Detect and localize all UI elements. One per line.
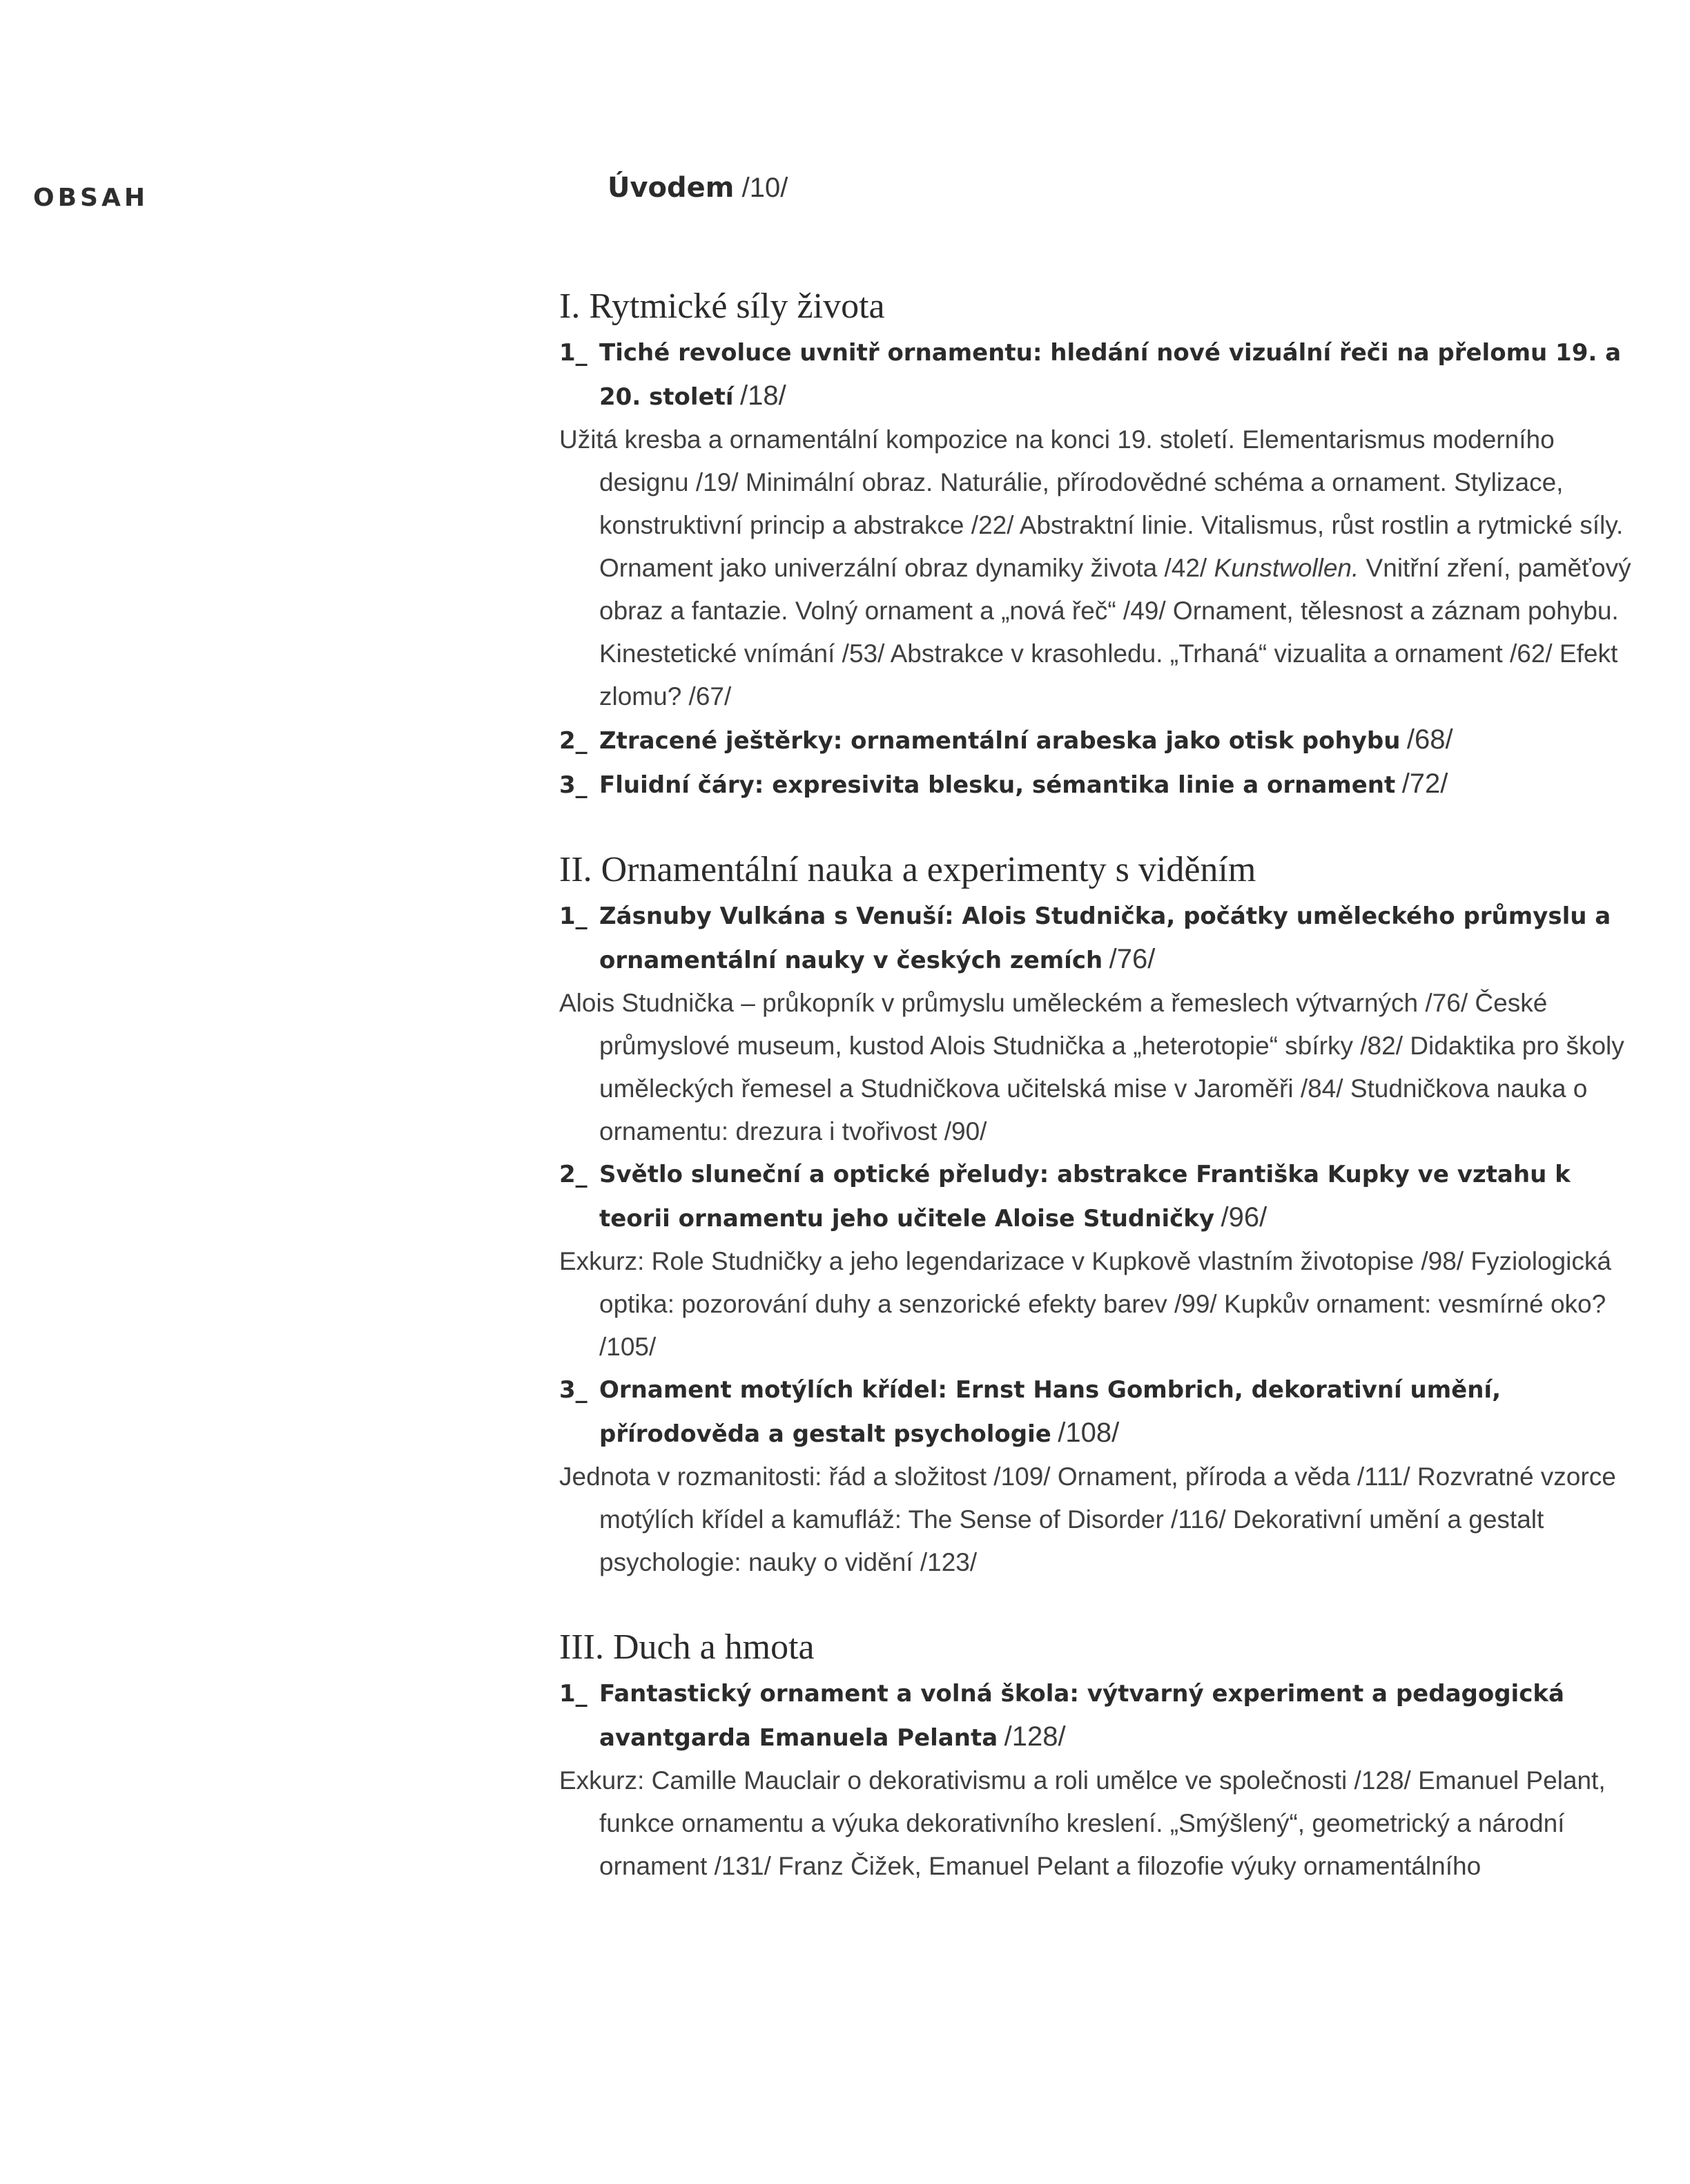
chapter-2-2-subtopics: Exkurz: Role Studničky a jeho legendarizace v Kupkově vlastním životopise /98/ Fyziologická optika: pozorování duhy a senzorické efekty barev /99/ Kupkův ornament: vesmírné oko? /105/ (559, 1247, 1611, 1361)
table-of-contents (559, 168, 1636, 1888)
chapter-1-1[interactable] (559, 331, 1636, 418)
chapter-number: 3_ (559, 771, 587, 799)
intro-title: Úvodem (608, 172, 735, 204)
chapter-page: /76/ (1109, 944, 1156, 974)
chapter-page: /68/ (1406, 724, 1453, 755)
chapter-number: 1_ (559, 1680, 587, 1708)
chapter-number: 3_ (559, 1376, 587, 1404)
chapter-page: /96/ (1221, 1202, 1268, 1233)
chapter-title: Fluidní čáry: expresivita blesku, sémantika linie a ornament (599, 771, 1396, 799)
intro-page: /10/ (741, 173, 788, 203)
chapter-page: /18/ (740, 380, 786, 411)
chapter-2-1[interactable] (559, 895, 1636, 982)
chapter-page: /128/ (1004, 1721, 1066, 1752)
chapter-1-2[interactable] (559, 718, 1636, 762)
section-title-3: III. Duch a hmota (559, 1627, 815, 1667)
chapter-number: 2_ (559, 727, 587, 755)
section-title-2: II. Ornamentální nauka a experimenty s viděním (559, 850, 1256, 889)
chapter-1-1-subtopics (559, 418, 1636, 718)
chapter-title: Zásnuby Vulkána s Venuší: Alois Studnička, počátky uměleckého průmyslu a ornamentální nauky v českých zemích (599, 902, 1611, 974)
subtopics-text-b: Vnitřní zření, paměťový obraz a fantazie. Volný ornament a „nová řeč“ /49/ Ornament, tělesnost a záznam pohybu. Kinestetické vnímání /53/ Abstrakce v krasohledu. „Trhaná“ vizualita a ornament /62/ Efekt zlomu? /67/ (599, 554, 1631, 711)
section-title-1: I. Rytmické síly života (559, 287, 885, 326)
subtopics-text-italic: Kunstwollen. (1214, 554, 1359, 582)
chapter-1-3[interactable] (559, 762, 1636, 806)
chapter-page: /108/ (1058, 1418, 1120, 1448)
chapter-2-2[interactable] (559, 1153, 1636, 1240)
chapter-number: 1_ (559, 339, 587, 367)
subtopics-text-a: Užitá kresba a ornamentální kompozice na konci 19. století. Elementarismus moderního designu /19/ Minimální obraz. Naturálie, přírodovědné schéma a ornament. Stylizace, konstruktivní princip a abstrakce /22/ Abstraktní linie. Vitalismus, růst rostlin a rytmické síly. Ornament jako univerzální obraz dynamiky života /42/ (559, 425, 1624, 582)
chapter-2-3[interactable] (559, 1369, 1636, 1456)
chapter-number: 1_ (559, 902, 587, 930)
chapter-3-1-subtopics: Exkurz: Camille Mauclair o dekorativismu a roli umělce ve společnosti /128/ Emanuel Pelant, funkce ornamentu a výuka dekorativního kreslení. „Smýšlený“, geometrický a národní ornament /131/ Franz Čižek, Emanuel Pelant a filozofie výuky ornamentálního (559, 1766, 1606, 1880)
chapter-title: Fantastický ornament a volná škola: výtvarný experiment a pedagogická avantgarda Emanuela Pelanta (599, 1680, 1564, 1752)
chapter-title: Ornament motýlích křídel: Ernst Hans Gombrich, dekorativní umění, přírodověda a gestalt psychologie (599, 1376, 1501, 1448)
contents-label: OBSAH (33, 184, 148, 212)
chapter-2-3-subtopics: Jednota v rozmanitosti: řád a složitost /109/ Ornament, příroda a věda /111/ Rozvratné vzorce motýlích křídel a kamufláž: The Sense of Disorder /116/ Dekorativní umění a gestalt psychologie: nauky o vidění /123/ (559, 1462, 1616, 1576)
chapter-number: 2_ (559, 1161, 587, 1188)
chapter-2-1-subtopics: Alois Studnička – průkopník v průmyslu uměleckém a řemeslech výtvarných /76/ České průmyslové museum, kustod Alois Studnička a „heterotopie“ sbírky /82/ Didaktika pro školy uměleckých řemesel a Studničkova učitelská mise v Jaroměři /84/ Studničkova nauka o ornamentu: drezura i tvořivost /90/ (559, 989, 1624, 1146)
chapter-page: /72/ (1401, 769, 1448, 799)
chapter-3-1[interactable] (559, 1672, 1636, 1759)
toc-entry-intro[interactable] (608, 168, 1636, 207)
chapter-title: Světlo sluneční a optické přeludy: abstrakce Františka Kupky ve vztahu k teorii ornamentu jeho učitele Aloise Studničky (599, 1161, 1571, 1233)
chapter-title: Tiché revoluce uvnitř ornamentu: hledání nové vizuální řeči na přelomu 19. a 20. století (599, 339, 1622, 411)
chapter-title: Ztracené ještěrky: ornamentální arabeska jako otisk pohybu (599, 727, 1401, 755)
